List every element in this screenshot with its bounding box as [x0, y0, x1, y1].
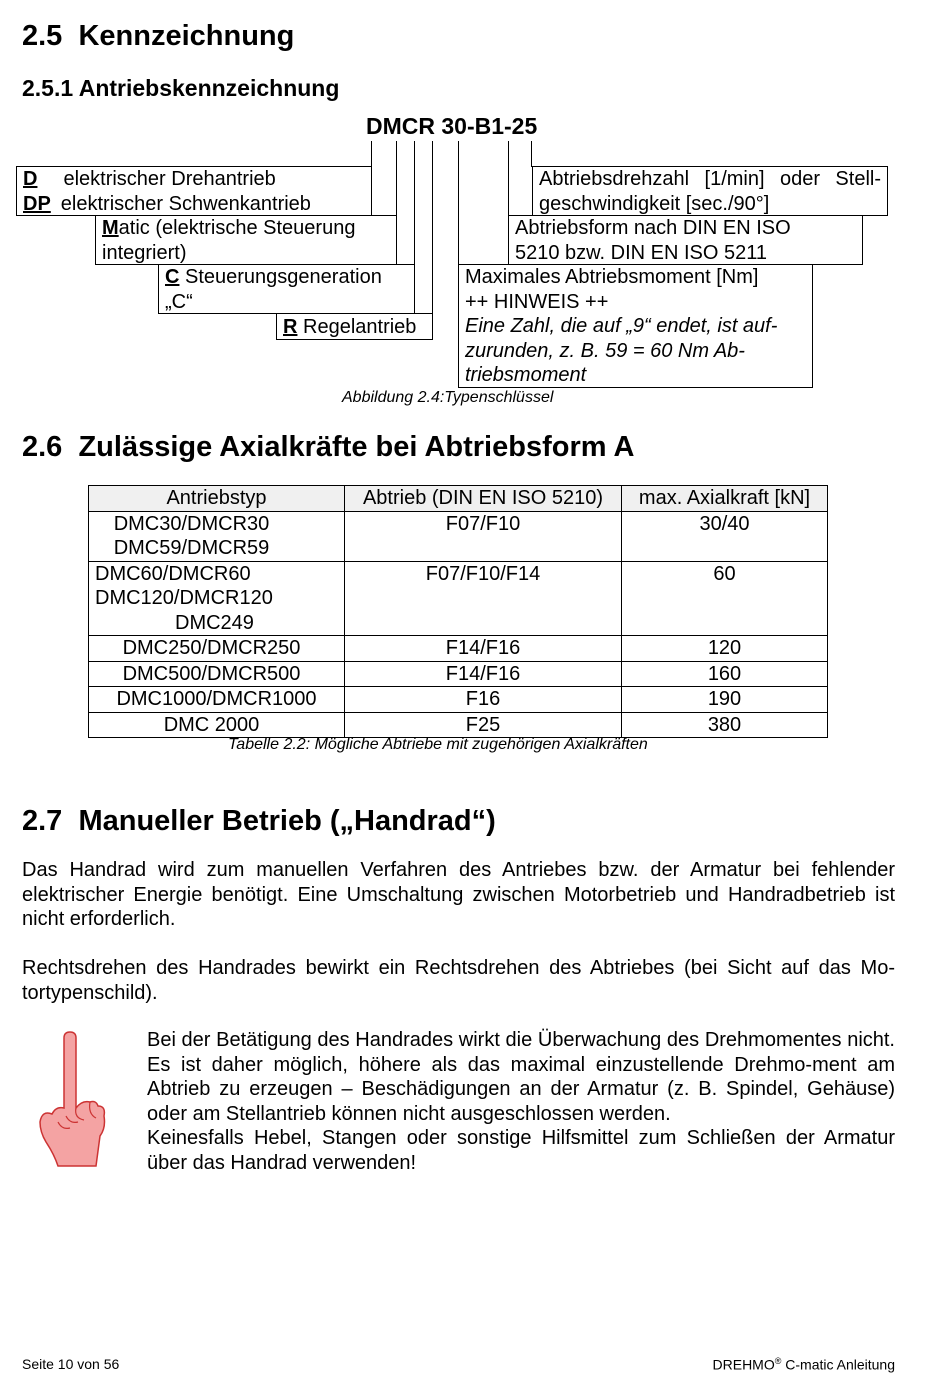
section-number: 2.7 [22, 805, 63, 837]
warning-line-1: Bei der Betätigung des Handrades wirkt die Überwachung des Drehmomentes nicht. Es ist daher möglich, höhere als das maximal einzustellende Drehmo-ment am Abtrieb zu erzeugen – Beschädigungen an der Armatur (z. B. Spindel, Gehäuse) oder am Stellantrieb können nicht ausgeschlossen werden. [147, 1029, 895, 1125]
key-matic-line2: integriert) [102, 241, 187, 264]
table-row [89, 561, 828, 636]
output-cell: F14/F16 [345, 636, 622, 662]
output-cell: F07/F10/F14 [345, 561, 622, 636]
key-box-generation [158, 264, 415, 314]
key-matic-line1: Matic (elektrische Steuerung [102, 217, 356, 239]
key-code: R [283, 316, 298, 338]
key-box-torque [458, 264, 813, 388]
output-cell: F25 [345, 712, 622, 738]
key-code: C [165, 266, 180, 288]
table-row [89, 712, 828, 738]
key-code: DP [23, 192, 51, 215]
connector-line [414, 141, 415, 265]
key-dp [23, 192, 365, 217]
force-cell: 30/40 [622, 511, 828, 561]
section-title: Antriebskennzeichnung [78, 75, 340, 101]
type-code: DMCR 30-B1-25 [366, 113, 538, 139]
key-box-drive-type [16, 166, 372, 216]
connector-line [432, 141, 433, 314]
key-form-line2: 5210 bzw. DIN EN ISO 5211 [515, 241, 767, 264]
key-box-form [508, 215, 863, 265]
key-text: elektrischer Schwenkantrieb [60, 192, 311, 215]
section-title: Kennzeichnung [78, 20, 295, 52]
key-box-regel [276, 313, 433, 340]
section-title: Manueller Betrieb („Handrad“) [78, 805, 496, 837]
axial-force-table [88, 485, 828, 738]
key-generation-line2: „C“ [165, 290, 193, 313]
type-cell: DMC500/DMCR500 [89, 661, 345, 687]
figure-caption: Abbildung 2.4:Typenschlüssel [342, 389, 554, 406]
output-cell: F14/F16 [345, 661, 622, 687]
section-2-5-heading [22, 20, 294, 53]
key-torque-note3: triebsmoment [465, 364, 587, 386]
force-cell: 120 [622, 636, 828, 662]
key-speed-line1: Abtriebsdrehzahl [1/min] oder Stell- [539, 168, 881, 190]
section-2-7-heading [22, 805, 496, 838]
table-caption: Tabelle 2.2: Mögliche Abtriebe mit zugehörigen Axialkräften [228, 736, 648, 753]
column-header: max. Axialkraft [kN] [622, 486, 828, 512]
warning-text [147, 1028, 895, 1175]
force-cell: 160 [622, 661, 828, 687]
column-header: Abtrieb (DIN EN ISO 5210) [345, 486, 622, 512]
section-number: 2.6 [22, 431, 63, 463]
section-title: Zulässige Axialkräfte bei Abtriebsform A [78, 431, 635, 463]
key-speed-line2: geschwindigkeit [sec./90°] [539, 192, 770, 215]
key-torque-note2: zurunden, z. B. 59 = 60 Nm Ab- [465, 339, 745, 362]
connector-line [371, 141, 372, 167]
key-box-matic [95, 215, 397, 265]
connector-line [458, 141, 459, 265]
raised-finger-hand-icon [36, 1030, 108, 1168]
key-torque-note1: Eine Zahl, die auf „9“ endet, ist auf- [465, 315, 778, 337]
type-cell: DMC250/DMCR250 [89, 636, 345, 662]
force-cell: 60 [622, 561, 828, 636]
section-2-5-1-heading [22, 75, 339, 102]
output-cell: F16 [345, 687, 622, 713]
paragraph-handwheel-direction: Rechtsdrehen des Handrades bewirkt ein Rechtsdrehen des Abtriebes (bei Sicht auf das Mo-tortypenschild). [22, 957, 895, 1004]
table-row [89, 661, 828, 687]
key-text: Regelantrieb [297, 316, 417, 338]
section-2-6-heading [22, 431, 634, 464]
connector-line [531, 141, 532, 167]
key-torque-line1: Maximales Abtriebsmoment [Nm] [465, 266, 759, 288]
force-cell: 190 [622, 687, 828, 713]
connector-line [508, 141, 509, 216]
footer-manual: C-matic Anleitung [781, 1356, 895, 1373]
section-number: 2.5 [22, 20, 63, 52]
type-cell: DMC30/DMCR30 DMC59/DMCR59 [89, 511, 345, 561]
paragraph-handwheel-purpose: Das Handrad wird zum manuellen Verfahren des Antriebes bzw. der Armatur bei fehlender elektrischer Energie benötigt. Eine Umschaltung zwischen Motorbetrieb und Handradbetrieb ist nicht erforderlich. [22, 859, 895, 930]
force-cell: 380 [622, 712, 828, 738]
table-header-row [89, 486, 828, 512]
key-text: elektrischer Drehantrieb [63, 168, 276, 190]
type-cell: DMC1000/DMCR1000 [89, 687, 345, 713]
type-cell: DMC60/DMCR60 DMC120/DMCR120 DMC249 [89, 561, 345, 636]
connector-line [396, 141, 397, 216]
registered-mark: ® [774, 1356, 782, 1366]
section-number: 2.5.1 [22, 75, 74, 101]
column-header: Antriebstyp [89, 486, 345, 512]
key-box-speed [532, 166, 888, 216]
type-cell: DMC 2000 [89, 712, 345, 738]
key-code: D [23, 168, 38, 190]
table-row [89, 636, 828, 662]
key-form-line1: Abtriebsform nach DIN EN ISO [515, 217, 791, 239]
table-row [89, 687, 828, 713]
table-row [89, 511, 828, 561]
warning-line-2: Keinesfalls Hebel, Stangen oder sonstige Hilfsmittel zum Schließen der Armatur über das Handrad verwenden! [147, 1127, 895, 1174]
footer-page-number: Seite 10 von 56 [22, 1356, 120, 1372]
output-cell: F07/F10 [345, 511, 622, 561]
key-generation-line1: C Steuerungsgeneration [165, 266, 382, 288]
key-code: M [102, 217, 119, 239]
footer-brand: DREHMO [712, 1356, 775, 1373]
key-torque-line2: ++ HINWEIS ++ [465, 290, 609, 313]
footer-manual-title [713, 1356, 895, 1373]
key-d [23, 167, 365, 192]
